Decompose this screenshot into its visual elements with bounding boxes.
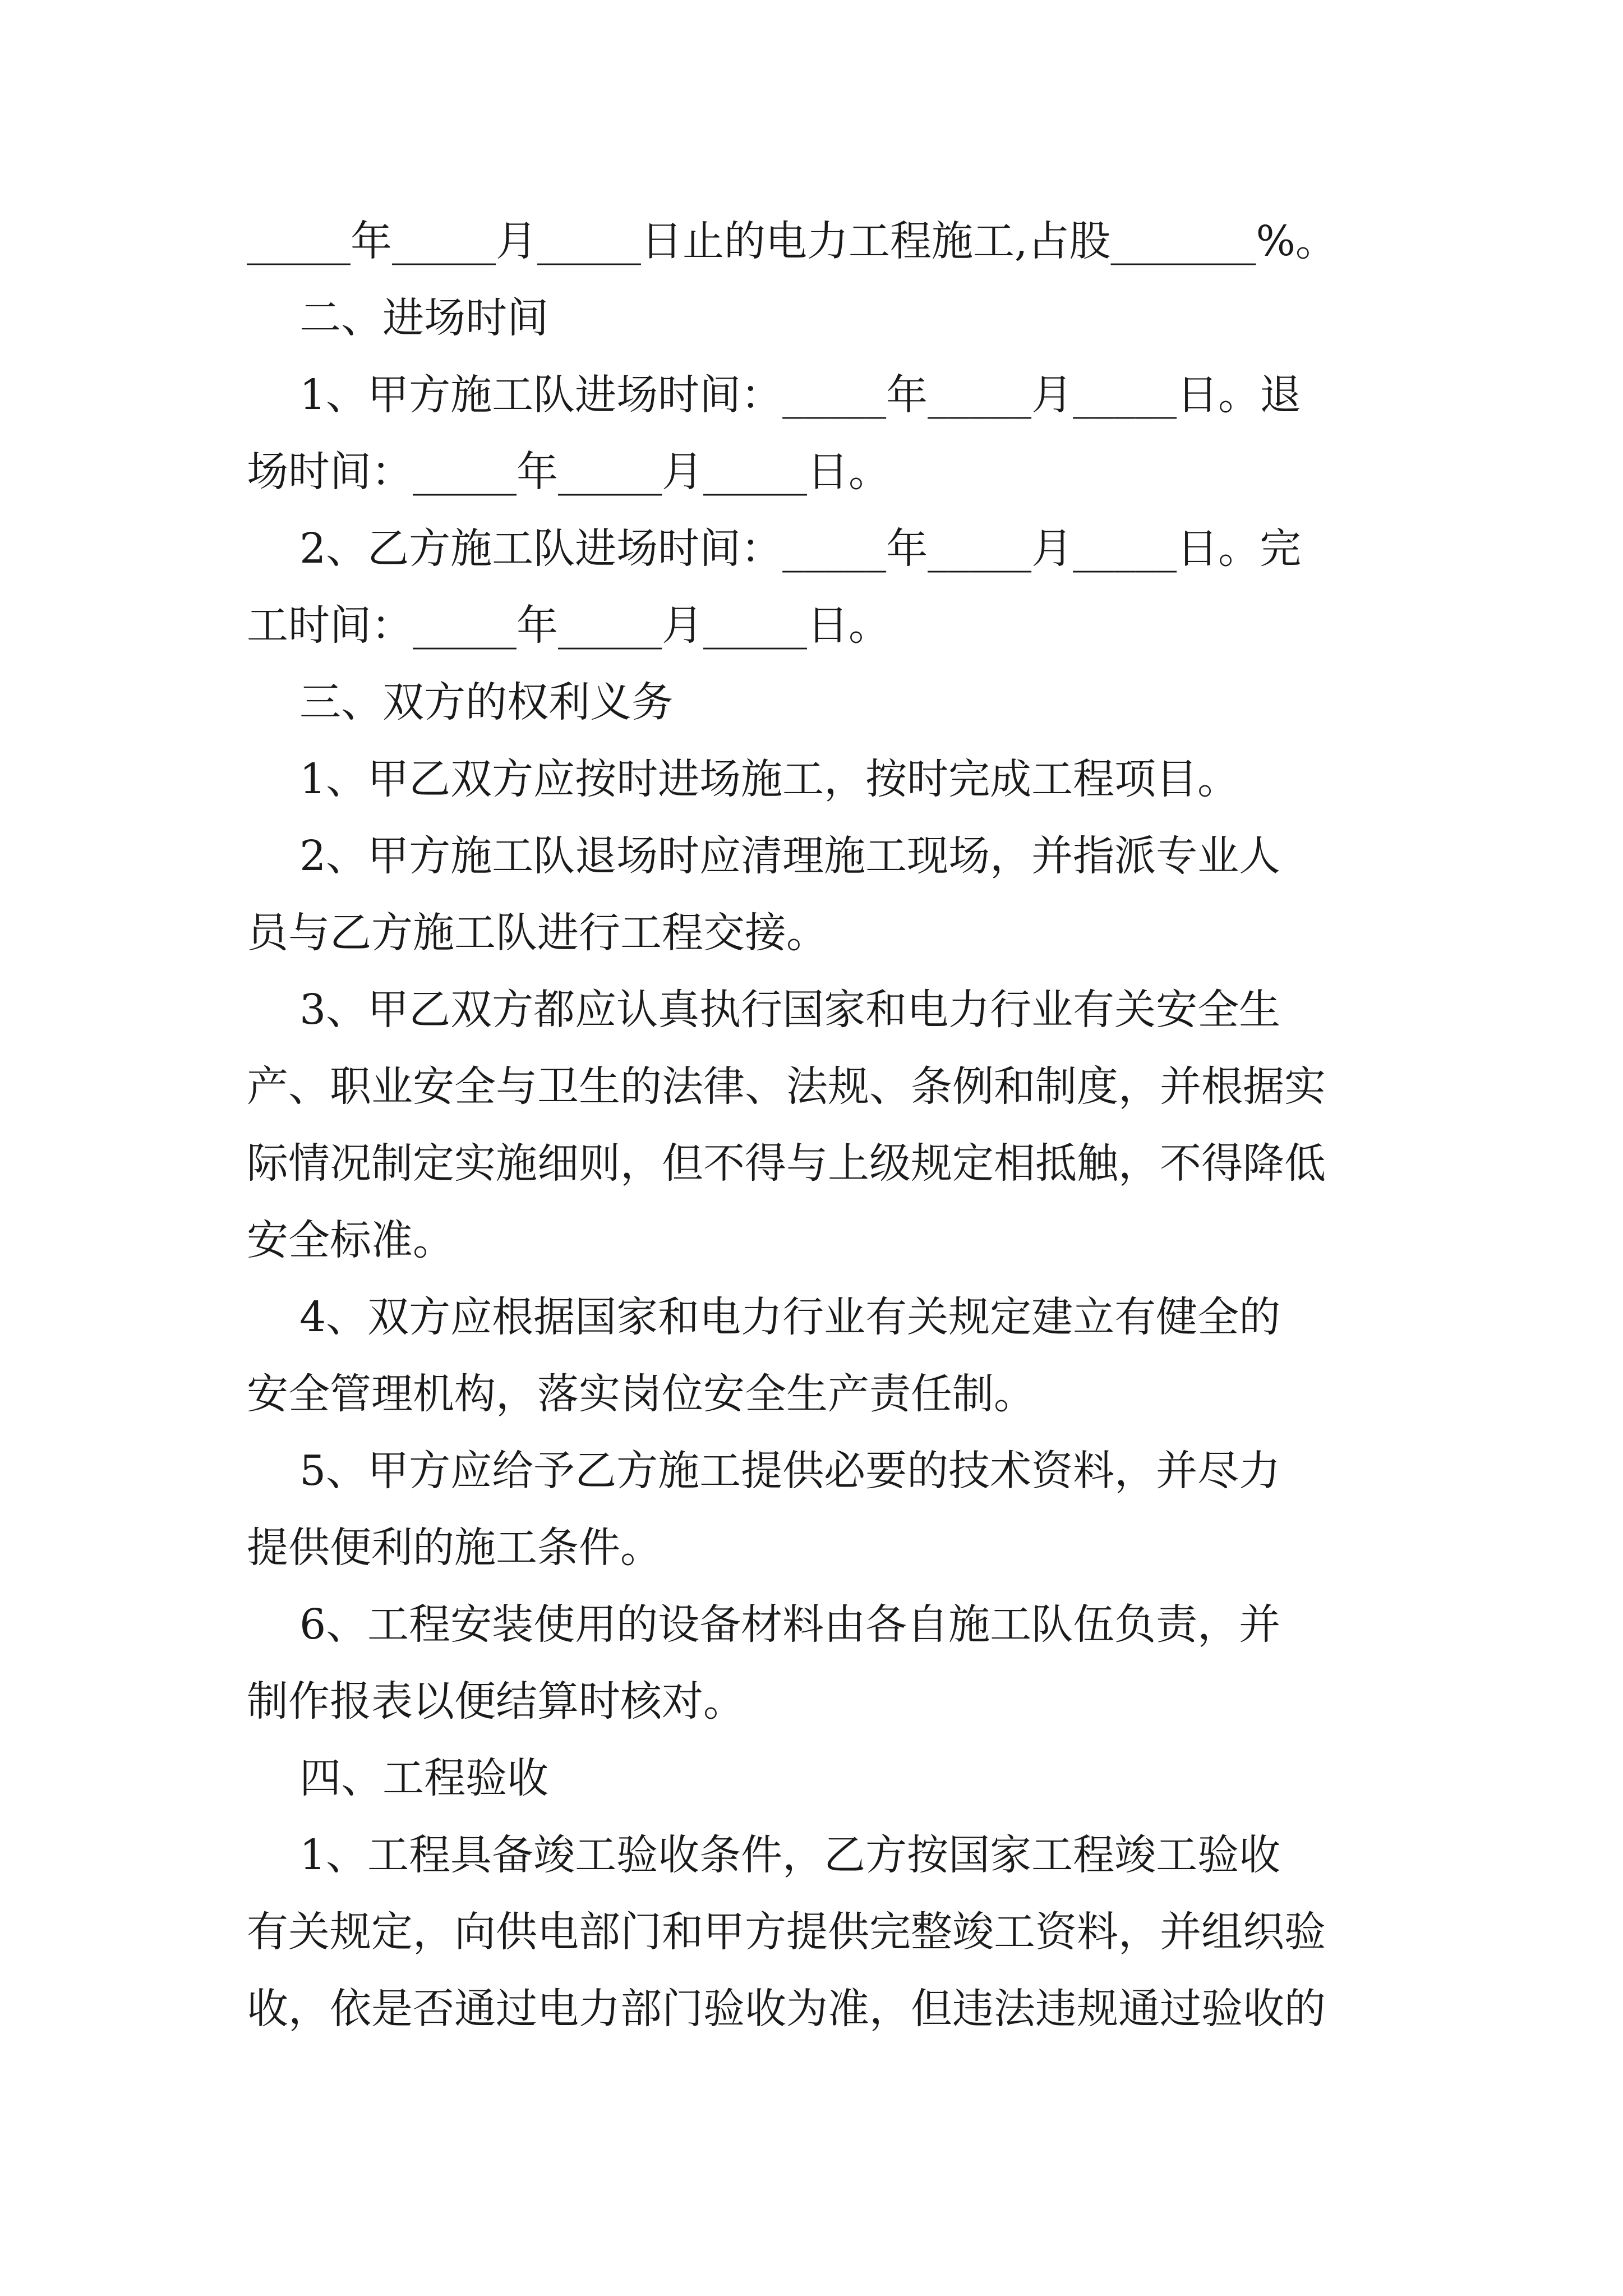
text-line: 安全管理机构，落实岗位安全生产责任制。	[247, 1370, 1035, 1418]
text-line: 员与乙方施工队进行工程交接。	[247, 909, 828, 957]
text-line: 场时间：_____年_____月_____日。	[247, 448, 890, 496]
text-line: 安全标准。	[247, 1216, 454, 1264]
text-line: 收，依是否通过电力部门验收为准，但违法违规通过验收的	[247, 1985, 1326, 2033]
text-line: 1、工程具备竣工验收条件，乙方按国家工程竣工验收	[247, 1831, 1281, 1879]
text-line: 提供便利的施工条件。	[247, 1524, 662, 1572]
section-heading-acceptance: 四、工程验收	[247, 1754, 549, 1802]
text-line: 1、甲乙双方应按时进场施工，按时完成工程项目。	[247, 755, 1239, 803]
text-line: 2、甲方施工队退场时应清理施工现场，并指派专业人	[247, 832, 1281, 880]
text-line: 2、乙方施工队进场时间：_____年_____月_____日。完	[247, 524, 1302, 573]
text-line: 4、双方应根据国家和电力行业有关规定建立有健全的	[247, 1293, 1281, 1341]
contract-body-text	[247, 203, 1380, 2047]
text-line: 制作报表以便结算时核对。	[247, 1677, 745, 1726]
text-line: 产、职业安全与卫生的法律、法规、条例和制度，并根据实	[247, 1062, 1326, 1111]
text-line: 6、工程安装使用的设备材料由各自施工队伍负责，并	[247, 1600, 1281, 1649]
section-heading-rights-obligations: 三、双方的权利义务	[247, 678, 674, 726]
text-line: 工时间：_____年_____月_____日。	[247, 601, 890, 650]
text-line: 1、甲方施工队进场时间：_____年_____月_____日。退	[247, 371, 1302, 419]
text-line: 际情况制定实施细则，但不得与上级规定相抵触，不得降低	[247, 1139, 1326, 1188]
text-line: _____年_____月_____日止的电力工程施工,占股_______%。	[247, 217, 1337, 265]
text-line: 5、甲方应给予乙方施工提供必要的技术资料，并尽力	[247, 1447, 1281, 1495]
section-heading-entry-time: 二、进场时间	[247, 294, 549, 342]
text-line: 有关规定，向供电部门和甲方提供完整竣工资料，并组织验	[247, 1908, 1326, 1956]
text-line: 3、甲乙双方都应认真执行国家和电力行业有关安全生	[247, 986, 1281, 1034]
